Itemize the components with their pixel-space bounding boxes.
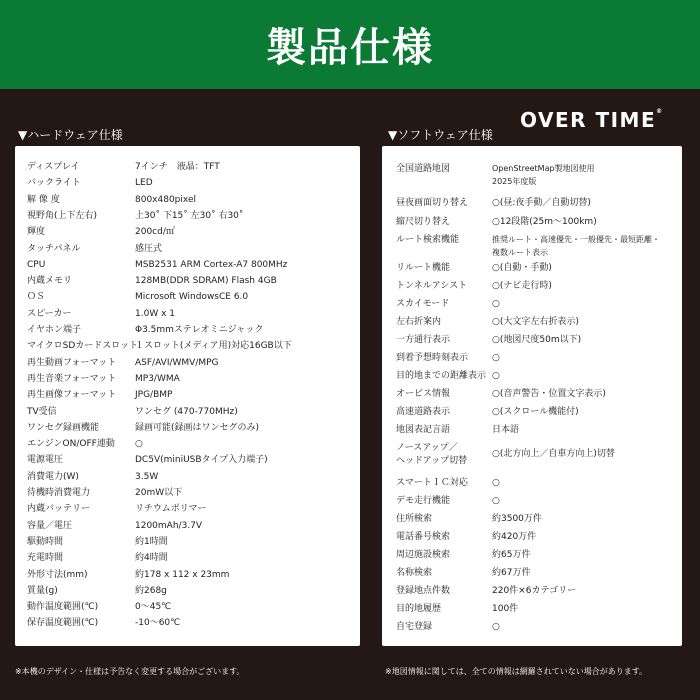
spec-value: 約3500万件 <box>492 514 542 524</box>
spec-label-line2: ヘッドアップ切替 <box>396 456 468 466</box>
brand-name: OVER TIME <box>520 108 657 132</box>
spec-value: ○(ナビ走行時) <box>492 281 552 291</box>
spec-label: ルート検索機能 <box>396 235 460 245</box>
spec-label: 到着予想時刻表示 <box>396 353 469 363</box>
hardware-spec-table <box>15 146 360 646</box>
spec-value: 7インチ 液晶：TFT <box>135 162 220 172</box>
spec-value: ○(音声警告・位置文字表示) <box>492 389 606 399</box>
spec-value: １スロット(メディア用)対応16GB以下 <box>135 341 292 352</box>
spec-label: トンネルアシスト <box>396 281 468 291</box>
spec-value: ワンセグ (470-770MHz) <box>135 406 238 417</box>
spec-value-line2: 複数ルート表示 <box>492 248 548 257</box>
spec-value: ○ <box>492 371 500 381</box>
spec-label: デモ走行機能 <box>396 496 451 506</box>
spec-value: 約420万件 <box>492 532 537 542</box>
spec-value: ○ <box>492 622 500 632</box>
spec-value: 感圧式 <box>135 243 163 254</box>
spec-value: 約67万件 <box>492 568 531 578</box>
spec-value: ○12段階(25m～100km) <box>492 217 597 227</box>
spec-label: バックライト <box>27 178 81 189</box>
spec-label: 電話番号検索 <box>396 532 451 542</box>
spec-label: 待機時消費電力 <box>27 488 91 498</box>
spec-label: 全国道路地図 <box>396 164 451 174</box>
spec-value: ○(スクロール機能付) <box>492 407 579 417</box>
spec-value: ○ <box>492 299 500 309</box>
spec-label: タッチパネル <box>27 243 81 254</box>
spec-label: スカイモード <box>396 299 450 309</box>
spec-label: 高速道路表示 <box>396 407 451 417</box>
spec-label: 充電時間 <box>27 553 64 564</box>
spec-label: 動作温度範囲(℃) <box>27 602 99 613</box>
spec-label: 再生動画フォーマット <box>27 357 117 368</box>
spec-value: 約1時間 <box>135 536 168 547</box>
spec-label: 消費電力(W) <box>27 471 79 482</box>
spec-label: スマートＩＣ対応 <box>396 478 468 488</box>
brand-logo <box>520 108 664 132</box>
spec-label: リルート機能 <box>396 263 451 273</box>
spec-label: オービス情報 <box>396 389 451 399</box>
spec-label: 電源電圧 <box>27 455 64 466</box>
spec-value: 1200mAh/3.7V <box>135 520 203 531</box>
spec-label: 住所検索 <box>396 514 433 524</box>
software-note: ※地図情報に関しては、全ての情報は網羅されていない場合があります。 <box>385 667 648 676</box>
spec-label: 地図表記言語 <box>396 425 451 435</box>
spec-value: MSB2531 ARM Cortex-A7 800MHz <box>135 259 288 270</box>
spec-value: 220件×6カテゴリー <box>492 586 577 596</box>
spec-value: ○ <box>135 439 143 450</box>
spec-value: 20mW以下 <box>135 488 183 498</box>
spec-value: 1.0W x 1 <box>135 308 175 319</box>
spec-label: エンジンON/OFF連動 <box>27 439 115 450</box>
spec-value: 約65万件 <box>492 550 531 560</box>
spec-label: 保存温度範囲(℃) <box>27 618 99 629</box>
spec-label: ディスプレイ <box>27 162 80 172</box>
spec-value: ○ <box>492 478 500 488</box>
spec-label: 質量(g) <box>27 585 58 596</box>
spec-value: ○(大文字左右折表示) <box>492 317 579 327</box>
spec-value: 推奨ルート・高速優先・一般優先・最短距離・ <box>492 235 660 244</box>
spec-value: 約178 x 112 x 23mm <box>135 569 230 580</box>
spec-label: イヤホン端子 <box>27 325 82 335</box>
spec-value: LED <box>135 178 153 189</box>
page-header <box>0 0 700 89</box>
spec-label: 縮尺切り替え <box>396 217 451 227</box>
software-spec-table <box>382 146 682 646</box>
spec-label: CPU <box>27 259 46 270</box>
spec-value: ○ <box>492 496 500 506</box>
spec-value: JPG/BMP <box>135 390 173 401</box>
hardware-note: ※本機のデザイン・仕様は予告なく変更する場合がございます。 <box>15 667 245 676</box>
spec-label: マイクロSDカードスロット <box>27 341 139 352</box>
spec-value-line2: 2025年度版 <box>492 177 537 186</box>
spec-value: OpenStreetMap製地図使用 <box>492 164 595 173</box>
spec-value: ○(自動・手動) <box>492 263 552 273</box>
spec-label: 内蔵バッテリー <box>27 504 91 515</box>
page-title: 製品仕様 <box>266 25 434 71</box>
spec-label: 解 像 度 <box>27 194 60 205</box>
registered-mark: ® <box>656 108 664 115</box>
spec-value: 上30˚ 下15˚ 左30˚ 右30˚ <box>135 210 244 221</box>
spec-value: 3.5W <box>135 471 159 482</box>
spec-label: ＯＳ <box>27 292 46 303</box>
spec-label: 再生画像フォーマット <box>27 390 117 401</box>
spec-label: 左右折案内 <box>396 317 442 327</box>
hardware-section-title: ▼ハードウェア仕様 <box>18 128 123 142</box>
spec-value: ○(北方向上／自車方向上)切替 <box>492 449 615 459</box>
spec-label: 目的地までの距離表示 <box>396 371 487 381</box>
spec-value: 約268g <box>135 585 167 596</box>
spec-label: スピーカー <box>27 308 72 319</box>
spec-label: 再生音楽フォーマット <box>27 373 117 384</box>
spec-label: 目的地履歴 <box>396 604 442 614</box>
spec-value: 100件 <box>492 604 519 614</box>
spec-label: 登録地点件数 <box>396 586 451 596</box>
spec-label: 外形寸法(mm) <box>27 569 88 580</box>
spec-label: 名称検索 <box>396 568 433 578</box>
spec-value: ASF/AVI/WMV/MPG <box>135 357 219 368</box>
spec-value: 200cd/㎡ <box>135 227 175 238</box>
spec-label: 自宅登録 <box>396 622 433 632</box>
spec-value: DC5V(miniUSBタイプ入力端子) <box>135 455 268 466</box>
spec-label: 視野角(上下左右) <box>27 210 98 221</box>
spec-value: ○ <box>492 353 500 363</box>
spec-label: 周辺施設検索 <box>396 550 451 560</box>
software-section-title: ▼ソフトウェア仕様 <box>388 128 493 142</box>
spec-label: 昼夜画面切り替え <box>396 198 469 208</box>
spec-label: ノースアップ／ <box>396 443 458 453</box>
spec-value: MP3/WMA <box>135 373 180 384</box>
spec-label: 容量／電圧 <box>27 520 73 531</box>
spec-label: TV受信 <box>27 406 57 417</box>
spec-value: Microsoft WindowsCE 6.0 <box>135 292 249 303</box>
spec-value: ○(昼:夜手動／自動切替) <box>492 198 591 208</box>
spec-value: 録画可能(録画はワンセグのみ) <box>135 422 260 433</box>
spec-value: 約4時間 <box>135 553 168 564</box>
spec-label: 駆動時間 <box>27 536 64 547</box>
spec-value: 128MB(DDR SDRAM) Flash 4GB <box>135 276 277 287</box>
spec-label: ワンセグ録画機能 <box>27 422 100 433</box>
spec-value: -10～60℃ <box>135 618 181 629</box>
spec-value: Φ3.5mmステレオミニジャック <box>135 325 264 335</box>
spec-value: ○(地図尺度50m以下) <box>492 335 582 345</box>
spec-value: リチウムポリマー <box>135 504 207 515</box>
spec-value: 800x480pixel <box>135 194 196 205</box>
spec-label: 一方通行表示 <box>396 335 451 345</box>
spec-label: 内蔵メモリ <box>27 276 73 287</box>
spec-value: 0～45℃ <box>135 602 172 613</box>
spec-label: 輝度 <box>27 227 46 238</box>
spec-value: 日本語 <box>492 425 520 435</box>
